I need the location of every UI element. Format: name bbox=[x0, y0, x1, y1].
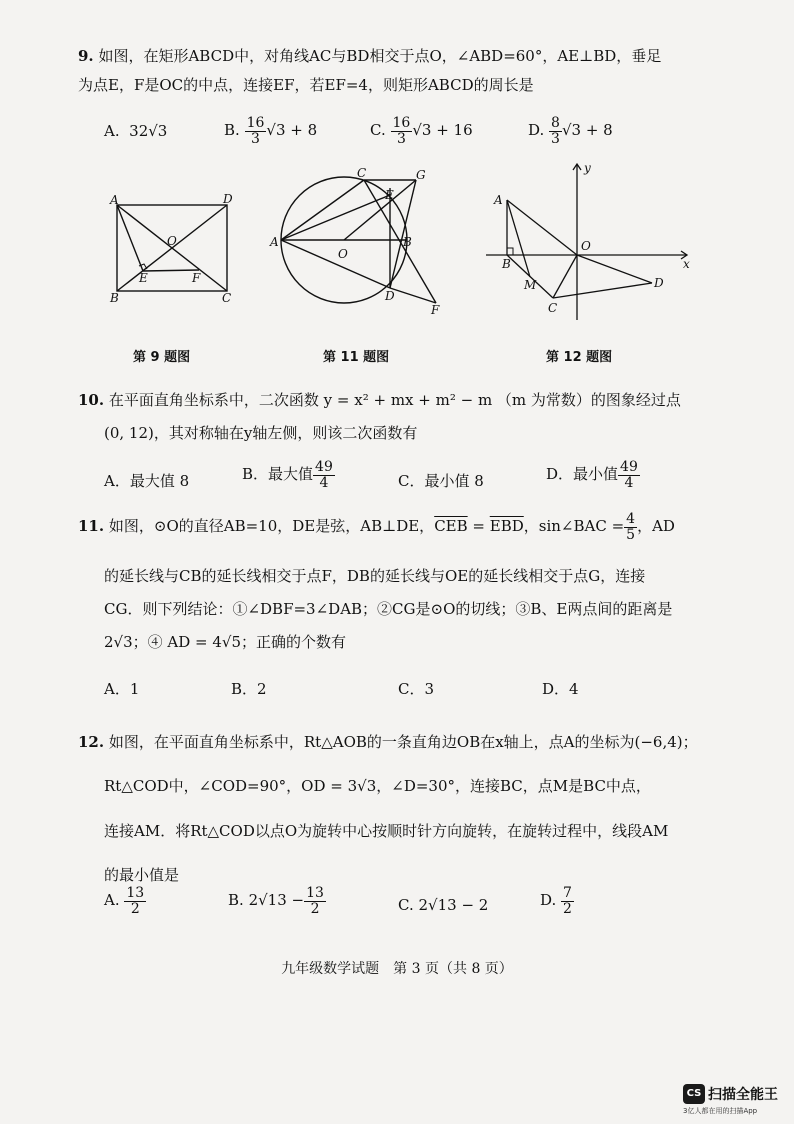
q10-line2: (0, 12)，其对称轴在y轴左侧，则该二次函数有 bbox=[104, 423, 418, 442]
q12-option-c: C. 2√13 − 2 bbox=[398, 896, 489, 914]
q11-line1: 11. 如图，⊙O的直径AB=10，DE是弦，AB⊥DE，$\overline{CEB} = \overline{EBD}$，sin∠BAC = $\frac{4}{5}$ ，AD bbox=[78, 511, 675, 543]
q11-option-a: A．1 bbox=[104, 680, 140, 698]
q9-number: 9. bbox=[78, 47, 94, 65]
fig9-label-b: B bbox=[110, 291, 119, 305]
q10-option-d: D．最小值 $\frac{49}{4}$ bbox=[546, 459, 638, 491]
q11-option-b: B．2 bbox=[231, 680, 267, 698]
q12-option-d: D. $\frac{7}{2}$ bbox=[540, 885, 572, 917]
fig12-label-m: M bbox=[524, 278, 537, 292]
fig12-label-x: x bbox=[683, 257, 690, 271]
fig12-label-b: B bbox=[502, 257, 511, 271]
q12-line3: 连接AM．将Rt△COD以点O为旋转中心按顺时针方向旋转，在旋转过程中，线段AM bbox=[104, 821, 669, 840]
q12-line1: 12. 如图，在平面直角坐标系中，Rt△AOB的一条直角边OB在x轴上，点A的坐标为(−6,4)； bbox=[78, 733, 698, 751]
caption-figure-9: 第 9 题图 bbox=[133, 350, 191, 365]
q11-option-d: D．4 bbox=[542, 680, 579, 698]
fig9-label-a: A bbox=[110, 193, 119, 207]
figure-11 bbox=[266, 166, 448, 316]
question-10 bbox=[78, 386, 718, 451]
q11-line2: 的延长线与CB的延长线相交于点F，DB的延长线与OE的延长线相交于点G，连接 bbox=[104, 567, 646, 585]
fig11-label-b: B bbox=[403, 235, 412, 249]
fig9-label-c: C bbox=[222, 291, 232, 305]
fig11-label-a: A bbox=[270, 235, 279, 249]
q9-option-d: D. $\frac{8}{3}$ √3 + 8 bbox=[528, 115, 613, 147]
q10-option-c: C．最小值 8 bbox=[398, 472, 484, 490]
q12-option-b: B. 2√13 − $\frac{13}{2}$ bbox=[228, 885, 324, 917]
q10-line1: 10. 在平面直角坐标系中，二次函数 y = x² + mx + m² − m （m 为常数）的图象经过点 bbox=[78, 391, 681, 409]
q9-option-b: B. $\frac{16}{3}$ √3 + 8 bbox=[224, 115, 318, 147]
fig12-label-c: C bbox=[548, 301, 558, 315]
figure-12 bbox=[482, 158, 700, 328]
q9-line1: 9. 如图，在矩形ABCD中，对角线AC与BD相交于点O，∠ABD=60°，AE⊥BD，垂足 bbox=[78, 47, 662, 65]
q12-line2: Rt△COD中，∠COD=90°，OD = 3√3，∠D=30°，连接BC，点M是BC中点， bbox=[104, 777, 651, 796]
fig11-label-f: F bbox=[431, 303, 440, 316]
fig11-label-e: E bbox=[385, 188, 394, 202]
question-11-body bbox=[78, 560, 738, 659]
fig11-label-g: G bbox=[416, 168, 426, 182]
q9-line2: 为点E，F是OC的中点，连接EF，若EF=4，则矩形ABCD的周长是 bbox=[78, 75, 534, 94]
arc-ceb: $\overline{CEB}$ bbox=[434, 517, 468, 536]
fig12-label-o: O bbox=[581, 239, 591, 253]
scanner-app-name: 扫描全能王 bbox=[708, 1086, 778, 1103]
fig9-label-o: O bbox=[167, 234, 177, 248]
caption-figure-12: 第 12 题图 bbox=[546, 350, 613, 365]
fig12-label-d: D bbox=[654, 276, 664, 290]
q11-line3: CG．则下列结论：①∠DBF=3∠DAB；②CG是⊙O的切线；③B、E两点间的距离是 bbox=[104, 600, 673, 618]
q12-option-a: A. $\frac{13}{2}$ bbox=[104, 885, 145, 917]
q10-option-a: A．最大值 8 bbox=[104, 472, 190, 490]
arc-ebd: $\overline{EBD}$ bbox=[489, 517, 524, 536]
fig11-label-d: D bbox=[385, 289, 395, 303]
question-12 bbox=[78, 720, 738, 897]
q11-line4: 2√3；④ AD = 4√5；正确的个数有 bbox=[104, 633, 347, 651]
cs-logo-icon: CS bbox=[683, 1084, 705, 1104]
fig9-label-d: D bbox=[223, 192, 233, 206]
q9-option-c: C. $\frac{16}{3}$ √3 + 16 bbox=[370, 115, 473, 147]
fig11-label-c: C bbox=[357, 166, 367, 180]
fig12-label-a: A bbox=[494, 193, 503, 207]
scanner-logo bbox=[683, 1083, 778, 1104]
figure-9 bbox=[100, 190, 250, 310]
fig9-label-f: F bbox=[192, 271, 201, 285]
q10-option-b: B．最大值 $\frac{49}{4}$ bbox=[242, 459, 333, 491]
fig9-label-e: E bbox=[139, 271, 148, 285]
fig12-label-y: y bbox=[584, 161, 591, 175]
fig11-label-o: O bbox=[338, 247, 348, 261]
q12-line4: 的最小值是 bbox=[104, 865, 180, 884]
caption-figure-11: 第 11 题图 bbox=[323, 350, 390, 365]
page-footer: 九年级数学试题 第 3 页（共 8 页） bbox=[281, 961, 513, 977]
question-11 bbox=[78, 512, 738, 542]
q11-option-c: C．3 bbox=[398, 680, 435, 698]
q9-option-a: A. 32√3 bbox=[104, 122, 168, 140]
scanner-tagline: 3亿人都在用的扫描App bbox=[683, 1107, 758, 1115]
question-9 bbox=[78, 42, 718, 99]
